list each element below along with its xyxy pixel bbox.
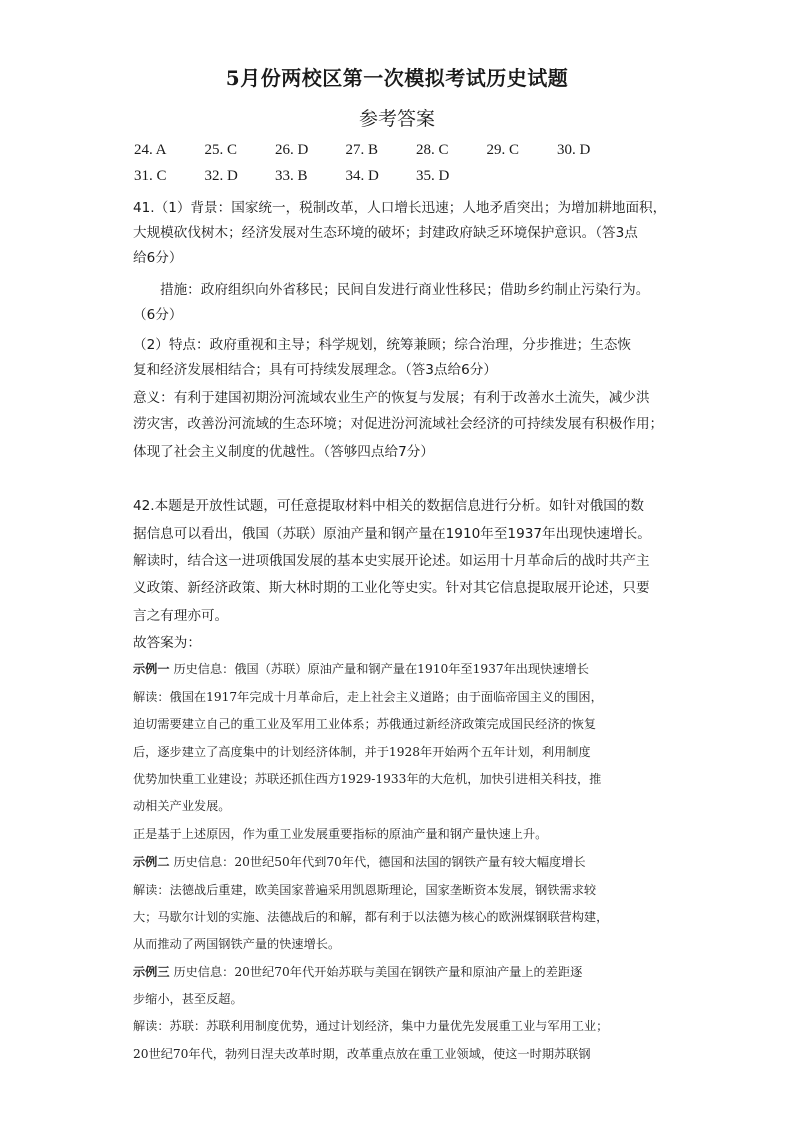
- q42-line: 据信息可以看出，俄国（苏联）原油产量和钢产量在1910年至1937年出现快速增长。: [133, 526, 651, 542]
- example-info: 历史信息：20世纪70年代开始苏联与美国在钢铁产量和原油产量上的差距逐: [173, 965, 583, 979]
- example-3-line: 解读：苏联：苏联利用制度优势，通过计划经济，集中力量优先发展重工业与军用工业；: [133, 1019, 609, 1033]
- example-1-line: 动相关产业发展。: [133, 799, 231, 813]
- q41-line: 41.（1）背景：国家统一，税制改革，人口增长迅速；人地矛盾突出；为增加耕地面积，: [133, 200, 667, 216]
- q41-line: （6分）: [133, 307, 183, 323]
- q42-line: 言之有理亦可。: [133, 608, 229, 624]
- q42-line: 义政策、新经济政策、斯大林时期的工业化等史实。针对其它信息提取展开论述，只要: [133, 580, 650, 596]
- example-3-line: 步缩小，甚至反超。: [133, 992, 243, 1006]
- choice-answer: 26. D: [275, 142, 309, 158]
- choice-answer: 34. D: [345, 168, 379, 184]
- example-3-line: 20世纪70年代，勃列日涅夫改革时期，改革重点放在重工业领域，使这一时期苏联钢: [133, 1047, 591, 1061]
- example-1-line: 正是基于上述原因，作为重工业发展重要指标的原油产量和钢产量快速上升。: [133, 827, 548, 841]
- example-1-line: 后，逐步建立了高度集中的计划经济体制，并于1928年开始两个五年计划，利用制度: [133, 745, 591, 759]
- example-2-line: 从而推动了两国钢铁产量的快速增长。: [133, 937, 341, 951]
- example-2-line: 解读：法德战后重建，欧美国家普遍采用凯恩斯理论，国家垄断资本发展，钢铁需求较: [133, 883, 597, 897]
- example-label: 示例二: [133, 855, 170, 869]
- choice-answer: 29. C: [486, 142, 520, 158]
- example-1-line: 优势加快重工业建设；苏联还抓住西方1929-1933年的大危机，加快引进相关科技，推: [133, 772, 602, 786]
- q41-line: （2）特点：政府重视和主导；科学规划，统筹兼顾；综合治理，分步推进；生态恢: [133, 337, 632, 353]
- example-2-heading: [133, 853, 586, 870]
- choice-answer: 27. B: [345, 142, 379, 158]
- exam-title: 5月份两校区第一次模拟考试历史试题: [225, 66, 569, 90]
- q42-line: 42.本题是开放性试题，可任意提取材料中相关的数据信息进行分析。如针对俄国的数: [133, 498, 644, 514]
- q42-line: 故答案为：: [133, 635, 201, 651]
- q42-line: 解读时，结合这一进项俄国发展的基本史实展开论述。如运用十月革命后的战时共产主: [133, 553, 650, 569]
- q41-line: 体现了社会主义制度的优越性。（答够四点给7分）: [133, 444, 434, 460]
- example-3-heading: [133, 963, 582, 980]
- q41-line: 措施：政府组织向外省移民；民间自发进行商业性移民；借助乡约制止污染行为。: [160, 282, 650, 298]
- choice-answer: 33. B: [275, 168, 308, 184]
- choice-answer: 24. A: [134, 142, 167, 158]
- example-2-line: 大；马歇尔计划的实施、法德战后的和解，都有利于以法德为核心的欧洲煤钢联营构建，: [133, 910, 609, 924]
- choice-answer: 35. D: [416, 168, 450, 184]
- example-1-heading: [133, 660, 589, 677]
- example-info: 历史信息：俄国（苏联）原油产量和钢产量在1910年至1937年出现快速增长: [173, 662, 589, 676]
- q41-line: 复和经济发展相结合；具有可持续发展理念。（答3点给6分）: [133, 362, 497, 378]
- q41-line: 涝灾害，改善汾河流域的生态环境；对促进汾河流域社会经济的可持续发展有积极作用；: [133, 416, 664, 432]
- choice-answer: 28. C: [416, 142, 449, 158]
- example-1-line: 迫切需要建立自己的重工业及军用工业体系；苏俄通过新经济政策完成国民经济的恢复: [133, 717, 597, 731]
- example-label: 示例一: [133, 662, 170, 676]
- q41-line: 给6分）: [133, 250, 183, 266]
- choice-answers-row-2: [134, 168, 487, 190]
- choice-answer: 25. C: [204, 142, 238, 158]
- example-1-line: 解读：俄国在1917年完成十月革命后，走上社会主义道路；由于面临帝国主义的围困，: [133, 690, 603, 704]
- choice-answer: 30. D: [557, 142, 591, 158]
- q41-line: 大规模砍伐树木；经济发展对生态环境的破坏；封建政府缺乏环境保护意识。（答3点: [133, 225, 638, 241]
- answer-key-heading: 参考答案: [358, 108, 435, 130]
- q41-line: 意义：有利于建国初期汾河流域农业生产的恢复与发展；有利于改善水土流失，减少洪: [133, 390, 650, 406]
- choice-answer: 32. D: [204, 168, 238, 184]
- choice-answers-row-1: [134, 142, 628, 164]
- choice-answer: 31. C: [134, 168, 167, 184]
- example-info: 历史信息：20世纪50年代到70年代，德国和法国的钢铁产量有较大幅度增长: [173, 855, 586, 869]
- example-label: 示例三: [133, 965, 170, 979]
